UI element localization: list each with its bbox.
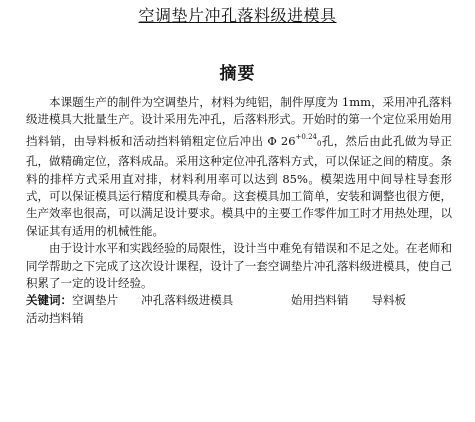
keywords-label: 关键词： xyxy=(26,293,73,308)
tolerance-upper: +0.24 xyxy=(295,132,317,141)
keywords-line xyxy=(26,292,452,327)
tolerance-lower: 0 xyxy=(316,139,322,148)
keyword-item: 始用挡料销 xyxy=(290,293,349,308)
abstract-heading: 摘要 xyxy=(219,64,256,84)
keyword-item: 导料板 xyxy=(371,293,407,308)
abstract-body xyxy=(26,94,452,327)
paragraph-1-text-a: 本课题生产的制件为空调垫片，材料为纯铝，制件厚度为 1mm，采用冲孔落料级进模具大批量生产。设计采用先冲孔，后落料形式。开始时的第一个定位采用始用挡料销，由导料板和活动挡料销粗定位后冲出 xyxy=(26,95,452,148)
abstract-paragraph-2: 由于设计水平和实践经验的局限性，设计当中难免有错误和不足之处。在老师和同学帮助之下完成了这次设计课程，设计了一套空调垫片冲孔落料级进模具，使自己积累了一定的设计经验。 xyxy=(26,241,452,291)
keyword-item: 冲孔落料级进模具 xyxy=(141,293,234,308)
keyword-item: 空调垫片 xyxy=(72,293,119,308)
paragraph-1-text-b: 孔，然后由此孔做为导正孔，做精确定位，落料成品。采用这种定位冲孔落料方式，可以保证之间的精度。条料的排样方式采用直对排，材料利用率可以达到 85%。模架选用中间导柱导套形式，可以保证模具运行精度和模具寿命。这套模具加工简单，安装和调整也很方便，生产效率也很高，可以满足设计要求。模具中的主要工作零件加工时才用热处理，以保证其有适用的机械性能。 xyxy=(26,133,453,238)
keyword-item: 活动挡料销 xyxy=(26,310,84,325)
hole-diameter-value: 26 xyxy=(280,133,296,148)
abstract-paragraph-1 xyxy=(26,94,452,240)
diameter-symbol: Φ xyxy=(267,133,277,148)
document-title: 空调垫片冲孔落料级进模具 xyxy=(138,6,337,25)
